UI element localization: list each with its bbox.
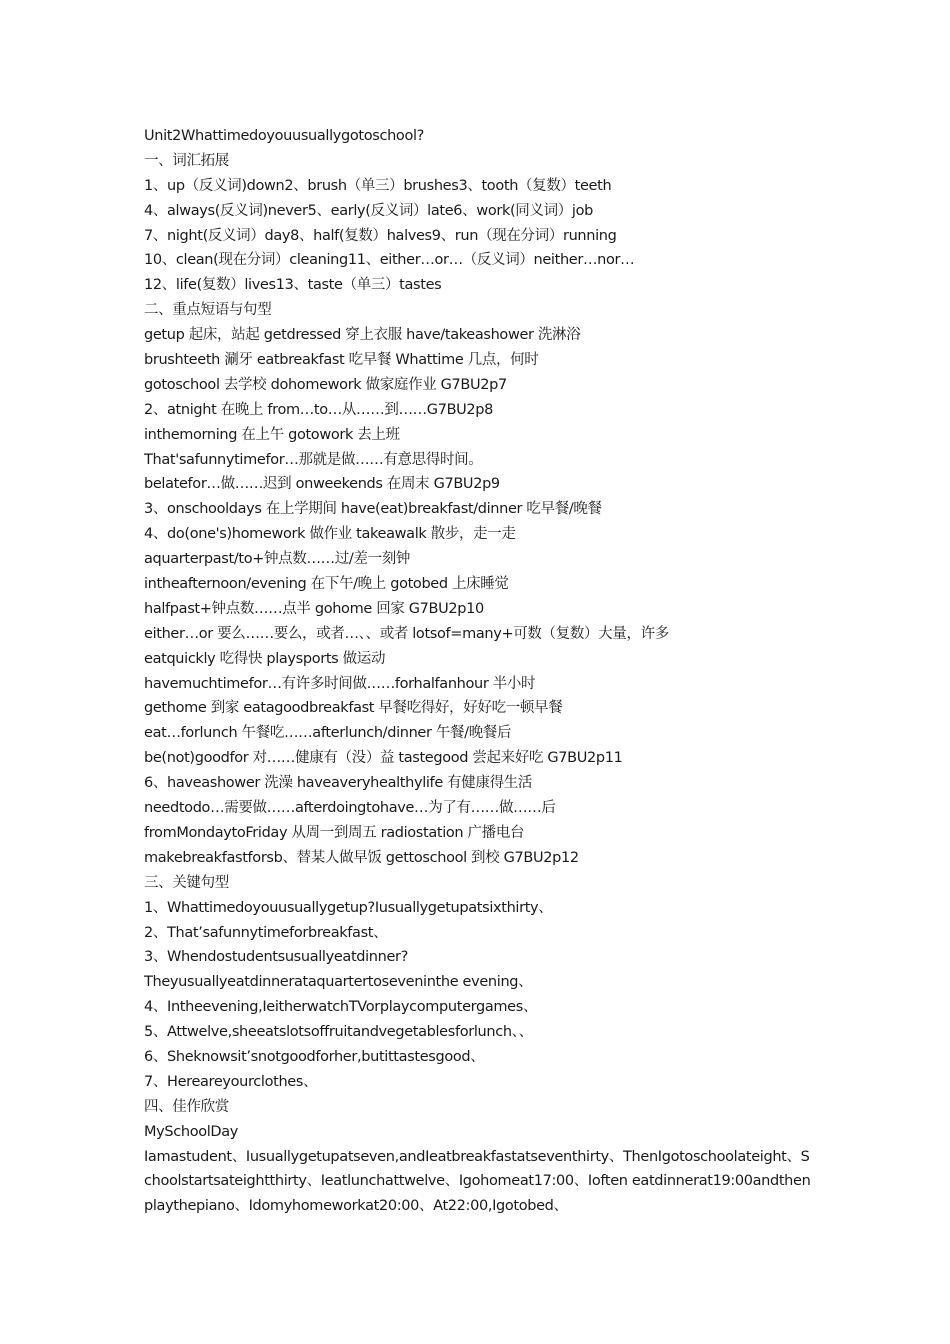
section-heading-phrases: 二、重点短语与句型 [144, 302, 272, 319]
essay-line: playthepiano、Idomyhomeworkat20:00、At22:00,Igotobed、 [144, 1198, 568, 1215]
section-heading-vocabulary: 一、词汇拓展 [144, 152, 229, 169]
text-line: gethome 到家 eatagoodbreakfast 早餐吃得好，好好吃一顿早餐 [144, 700, 563, 717]
text-line: 1、Whattimedoyouusuallygetup?Iusuallygetupatsixthirty、 [144, 899, 553, 916]
text-line: 3、onschooldays 在上学期间 have(eat)breakfast/dinner 吃早餐/晚餐 [144, 501, 602, 518]
text-line: aquarterpast/to+钟点数……过/差一刻钟 [144, 551, 411, 568]
text-line: 7、Hereareyourclothes、 [144, 1073, 318, 1090]
text-line: fromMondaytoFriday 从周一到周五 radiostation 广播电台 [144, 824, 525, 841]
text-line: 4、always(反义词)never5、early(反义词）late6、work(同义词）job [144, 202, 593, 219]
essay-paragraph [144, 1145, 810, 1220]
text-line: 2、atnight 在晚上 from…to…从……到……G7BU2p8 [144, 401, 494, 418]
text-line: 2、That’safunnytimeforbreakfast、 [144, 924, 388, 941]
section-heading-model-essay: 四、佳作欣赏 [144, 1098, 229, 1115]
text-line: 6、Sheknowsit’snotgoodforher,butittastesgood、 [144, 1048, 485, 1065]
text-line: havemuchtimefor…有许多时间做……forhalfanhour 半小时 [144, 675, 536, 692]
essay-line: choolstartsateightthirty、Ieatlunchattwelve、Igohomeat17:00、Ioften eatdinnerat19:00andthen [144, 1173, 810, 1190]
text-line: belatefor…做……迟到 onweekends 在周末 G7BU2p9 [144, 476, 500, 493]
document-title: Unit2Whattimedoyouusuallygotoschool? [144, 128, 424, 144]
text-line: That'safunnytimefor…那就是做……有意思得时间。 [144, 451, 483, 468]
text-line: brushteeth 涮牙 eatbreakfast 吃早餐 Whattime 几点，何时 [144, 352, 539, 369]
text-line: getup 起床，站起 getdressed 穿上衣服 have/takeashower 洗淋浴 [144, 327, 581, 344]
text-line: halfpast+钟点数……点半 gohome 回家 G7BU2p10 [144, 600, 484, 617]
text-line: gotoschool 去学校 dohomework 做家庭作业 G7BU2p7 [144, 376, 507, 393]
text-line: 4、do(one's)homework 做作业 takeawalk 散步，走一走 [144, 526, 516, 543]
text-line: eatquickly 吃得快 playsports 做运动 [144, 650, 386, 667]
text-line: 6、haveashower 洗澡 haveaveryhealthylife 有健康得生活 [144, 775, 533, 792]
section-heading-key-sentences: 三、关键句型 [144, 874, 229, 891]
text-line: 5、Attwelve,sheeatslotsoffruitandvegetablesforlunch、、 [144, 1024, 533, 1041]
text-line: 1、up（反义词)down2、brush（单三）brushes3、tooth（复数）teeth [144, 177, 612, 194]
text-line: either…or 要么……要么，或者…、、或者 lotsof=many+可数（复数）大量，许多 [144, 625, 669, 642]
text-line: 10、clean(现在分词）cleaning11、either…or…（反义词）neither…nor… [144, 252, 635, 269]
text-line: 3、Whendostudentsusuallyeatdinner? [144, 949, 409, 966]
text-line: 12、life(复数）lives13、taste（单三）tastes [144, 277, 442, 294]
text-line: makebreakfastforsb、替某人做早饭 gettoschool 到校 G7BU2p12 [144, 849, 579, 866]
text-line: needtodo…需要做……afterdoingtohave…为了有……做……后 [144, 800, 556, 817]
text-line: intheafternoon/evening 在下午/晚上 gotobed 上床睡觉 [144, 576, 509, 593]
essay-title: MySchoolDay [144, 1123, 239, 1140]
text-line: 7、night(反义词）day8、half(复数）halves9、run（现在分词）running [144, 227, 617, 244]
text-line: 4、Intheevening,IeitherwatchTVorplaycomputergames、 [144, 999, 538, 1016]
text-line: eat…forlunch 午餐吃……afterlunch/dinner 午餐/晚餐后 [144, 725, 512, 742]
document-body [144, 124, 810, 1219]
text-line: Theyusuallyeatdinnerataquartertoseveninthe evening、 [144, 974, 533, 991]
text-line: be(not)goodfor 对……健康有（没）益 tastegood 尝起来好吃 G7BU2p11 [144, 750, 623, 767]
text-line: inthemorning 在上午 gotowork 去上班 [144, 426, 400, 443]
essay-line: Iamastudent、Iusuallygetupatseven,andIeatbreakfastatseventhirty、ThenIgotoschoolateight、S [144, 1148, 810, 1165]
